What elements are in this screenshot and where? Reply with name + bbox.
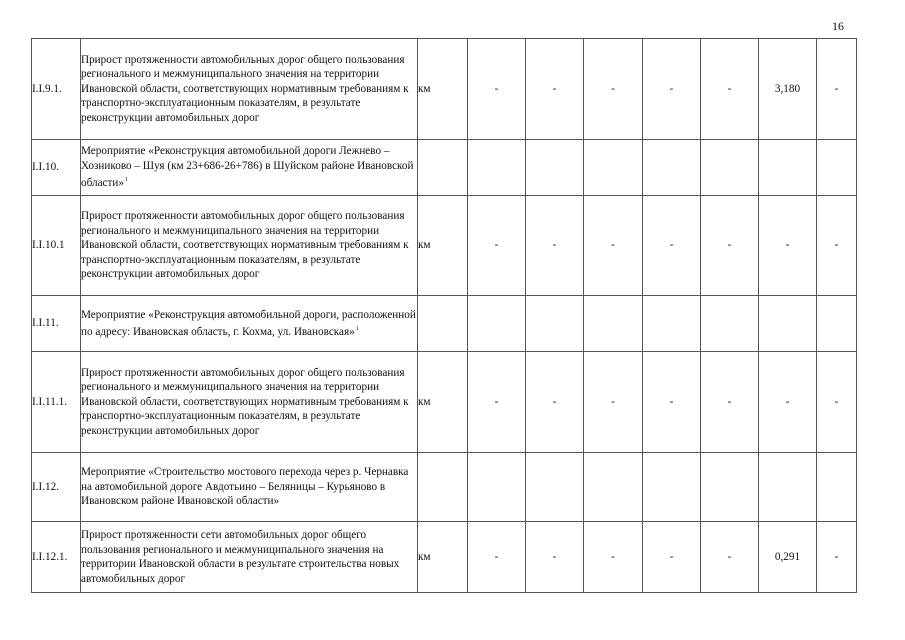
value-cell: - — [701, 522, 759, 593]
value-cell — [701, 296, 759, 352]
value-cell — [643, 453, 701, 522]
value-cell: - — [817, 39, 857, 140]
value-cell: - — [468, 39, 526, 140]
value-cell: - — [468, 522, 526, 593]
row-description: Прирост протяженности автомобильных дорог общего пользования регионального и межмуниципального значения на территории Ивановской области, соответствующих нормативным требованиям к транспортно-эксплуатационным показателям, в результате реконструкции автомобильных дорог — [81, 366, 409, 437]
value-cell: - — [526, 522, 584, 593]
value-cell: - — [643, 39, 701, 140]
table-row — [32, 196, 857, 296]
row-description-cell — [81, 39, 418, 140]
table-body — [32, 39, 857, 593]
value-cell: - — [584, 196, 643, 296]
value-cell — [526, 296, 584, 352]
row-unit: км — [418, 39, 468, 140]
table-row — [32, 296, 857, 352]
value-cell: - — [701, 39, 759, 140]
value-cell: - — [759, 196, 817, 296]
table-row — [32, 453, 857, 522]
row-description-cell — [81, 522, 418, 593]
row-description-cell — [81, 296, 418, 352]
table-row — [32, 140, 857, 196]
value-cell: - — [468, 196, 526, 296]
row-description-cell — [81, 352, 418, 453]
row-unit — [418, 453, 468, 522]
row-description: Прирост протяженности автомобильных дорог общего пользования регионального и межмуниципального значения на территории Ивановской области, соответствующих нормативным требованиям к транспортно-эксплуатационным показателям, в результате реконструкции автомобильных дорог — [81, 210, 409, 281]
value-cell: 3,180 — [759, 39, 817, 140]
value-cell: - — [701, 352, 759, 453]
footnote-mark: 1 — [355, 326, 359, 332]
row-code: I.I.12. — [32, 453, 81, 522]
table-row — [32, 39, 857, 140]
row-description: Мероприятие «Реконструкция автомобильной дороги, расположенной по адресу: Ивановская область, г. Кохма, ул. Ивановская» — [81, 308, 416, 338]
value-cell — [526, 453, 584, 522]
value-cell — [701, 453, 759, 522]
value-cell — [468, 453, 526, 522]
value-cell — [468, 140, 526, 196]
row-code: I.I.12.1. — [32, 522, 81, 593]
row-description: Мероприятие «Реконструкция автомобильной дороги Лежнево – Хозниково – Шуя (км 23+686-26+786) в Шуйском районе Ивановской области» — [81, 145, 414, 190]
value-cell: - — [759, 352, 817, 453]
value-cell — [759, 296, 817, 352]
value-cell — [701, 140, 759, 196]
row-code: I.I.10.1 — [32, 196, 81, 296]
table-row — [32, 352, 857, 453]
value-cell: - — [701, 196, 759, 296]
row-description-cell — [81, 140, 418, 196]
row-code: I.I.10. — [32, 140, 81, 196]
value-cell: - — [584, 352, 643, 453]
row-description: Прирост протяженности сети автомобильных дорог общего пользования регионального и межмуниципального значения на территории Ивановской области в результате строительства новых автомобильных дорог — [81, 529, 400, 585]
indicators-table — [31, 38, 857, 593]
value-cell: - — [643, 522, 701, 593]
value-cell — [584, 140, 643, 196]
value-cell: - — [643, 196, 701, 296]
value-cell — [526, 140, 584, 196]
value-cell: - — [643, 352, 701, 453]
value-cell — [817, 140, 857, 196]
value-cell — [643, 140, 701, 196]
value-cell: - — [584, 39, 643, 140]
row-code: I.I.9.1. — [32, 39, 81, 140]
value-cell: - — [526, 352, 584, 453]
value-cell: - — [817, 522, 857, 593]
row-description-cell — [81, 196, 418, 296]
value-cell — [817, 453, 857, 522]
row-code: I.I.11.1. — [32, 352, 81, 453]
value-cell: - — [584, 522, 643, 593]
row-code: I.I.11. — [32, 296, 81, 352]
row-unit: км — [418, 352, 468, 453]
value-cell — [584, 296, 643, 352]
row-unit — [418, 140, 468, 196]
value-cell — [468, 296, 526, 352]
value-cell: - — [526, 196, 584, 296]
table-row — [32, 522, 857, 593]
row-description: Прирост протяженности автомобильных дорог общего пользования регионального и межмуниципального значения на территории Ивановской области, соответствующих нормативным требованиям к транспортно-эксплуатационным показателям, в результате реконструкции автомобильных дорог — [81, 53, 409, 124]
value-cell — [584, 453, 643, 522]
value-cell: - — [468, 352, 526, 453]
value-cell — [817, 296, 857, 352]
page-number: 16 — [832, 19, 844, 33]
value-cell: - — [817, 196, 857, 296]
row-description: Мероприятие «Строительство мостового перехода через р. Чернавка на автомобильной дороге Авдотьино – Беляницы – Курьяново в Ивановском районе Ивановской области» — [81, 466, 409, 508]
row-description-cell — [81, 453, 418, 522]
footnote-mark: 1 — [125, 177, 128, 184]
value-cell: 0,291 — [759, 522, 817, 593]
value-cell — [759, 453, 817, 522]
row-unit — [418, 296, 468, 352]
value-cell: - — [817, 352, 857, 453]
row-unit: км — [418, 522, 468, 593]
value-cell — [759, 140, 817, 196]
row-unit: км — [418, 196, 468, 296]
value-cell — [643, 296, 701, 352]
value-cell: - — [526, 39, 584, 140]
